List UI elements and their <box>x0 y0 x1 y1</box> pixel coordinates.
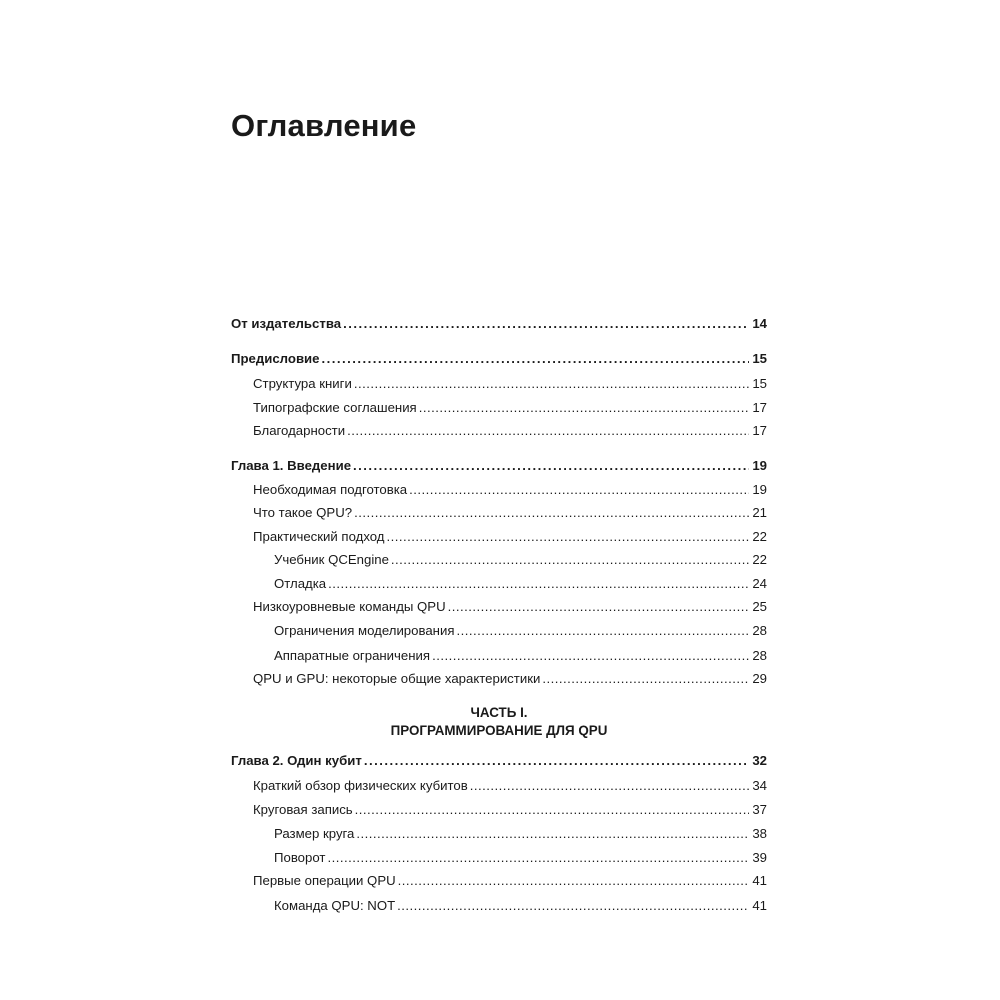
toc-entry-page: 17 <box>752 423 767 438</box>
toc-entry-page: 22 <box>752 529 767 544</box>
toc-entry-page: 37 <box>752 802 767 817</box>
dot-leader <box>409 480 749 500</box>
toc-entry-qcengine-primer[interactable] <box>274 550 767 570</box>
dot-leader <box>391 550 749 570</box>
page-title: Оглавление <box>231 108 417 143</box>
toc-entry-label: Аппаратные ограничения <box>274 648 431 663</box>
toc-entry-page: 15 <box>752 376 767 391</box>
dot-leader <box>387 527 750 547</box>
toc-entry-chapter-1[interactable] <box>231 456 767 476</box>
dot-leader <box>347 421 749 441</box>
toc-entry-typographic-conventions[interactable] <box>253 398 767 418</box>
dot-leader <box>456 621 749 641</box>
toc-entry-page: 22 <box>752 552 767 567</box>
dot-leader <box>328 574 749 594</box>
dot-leader <box>448 597 750 617</box>
toc-entry-page: 39 <box>752 850 767 865</box>
toc-entry-label: Первые операции QPU <box>253 873 396 888</box>
toc-entry-acknowledgements[interactable] <box>253 421 767 441</box>
toc-entry-label: Поворот <box>274 850 326 865</box>
dot-leader <box>327 848 749 868</box>
dot-leader <box>432 646 749 666</box>
toc-entry-page: 34 <box>752 778 767 793</box>
toc-entry-prerequisites[interactable] <box>253 480 767 500</box>
toc-entry-label: Глава 2. Один кубит <box>231 753 362 768</box>
toc-entry-page: 19 <box>752 482 767 497</box>
toc-entry-physical-qubits[interactable] <box>253 776 767 796</box>
toc-entry-page: 15 <box>752 351 767 366</box>
toc-entry-preface[interactable] <box>231 349 767 369</box>
toc-entry-hands-on-approach[interactable] <box>253 527 767 547</box>
dot-leader <box>343 314 749 334</box>
toc-entry-label: Структура книги <box>253 376 352 391</box>
toc-entry-simulator-limitations[interactable] <box>274 621 767 641</box>
toc-entry-label: Ограничения моделирования <box>274 623 455 638</box>
dot-leader <box>542 669 749 689</box>
toc-entry-page: 38 <box>752 826 767 841</box>
dot-leader <box>355 800 750 820</box>
dot-leader <box>354 503 749 523</box>
toc-entry-page: 28 <box>752 648 767 663</box>
toc-entry-label: Благодарности <box>253 423 346 438</box>
toc-entry-book-structure[interactable] <box>253 374 767 394</box>
toc-entry-page: 19 <box>752 458 767 473</box>
toc-entry-label: Предисловие <box>231 351 320 366</box>
dot-leader <box>397 896 749 916</box>
toc-entry-native-qpu-instructions[interactable] <box>253 597 767 617</box>
toc-entry-label: От издательства <box>231 316 342 331</box>
toc-entry-label: Типографские соглашения <box>253 400 417 415</box>
toc-entry-label: Краткий обзор физических кубитов <box>253 778 468 793</box>
toc-entry-chapter-2[interactable] <box>231 751 767 771</box>
toc-entry-label: Размер круга <box>274 826 355 841</box>
toc-entry-page: 41 <box>752 898 767 913</box>
toc-entry-page: 17 <box>752 400 767 415</box>
toc-entry-hardware-limitations[interactable] <box>274 646 767 666</box>
toc-entry-page: 29 <box>752 671 767 686</box>
dot-leader <box>354 374 750 394</box>
toc-entry-label: Практический подход <box>253 529 385 544</box>
toc-entry-label: Низкоуровневые команды QPU <box>253 599 446 614</box>
toc-entry-qpu-vs-gpu[interactable] <box>253 669 767 689</box>
toc-entry-circle-notation[interactable] <box>253 800 767 820</box>
toc-entry-from-publisher[interactable] <box>231 314 767 334</box>
dot-leader <box>419 398 750 418</box>
dot-leader <box>364 751 750 771</box>
toc-entry-debugging[interactable] <box>274 574 767 594</box>
toc-entry-label: QPU и GPU: некоторые общие характеристики <box>253 671 541 686</box>
toc-entry-label: Что такое QPU? <box>253 505 353 520</box>
dot-leader <box>398 871 750 891</box>
toc-entry-page: 21 <box>752 505 767 520</box>
toc-entry-page: 14 <box>752 316 767 331</box>
toc-entry-qpu-not[interactable] <box>274 896 767 916</box>
dot-leader <box>470 776 750 796</box>
toc-entry-what-is-qpu[interactable] <box>253 503 767 523</box>
toc-entry-page: 41 <box>752 873 767 888</box>
part-heading-title: ПРОГРАММИРОВАНИЕ ДЛЯ QPU <box>390 723 608 738</box>
toc-entry-page: 25 <box>752 599 767 614</box>
part-heading-number: ЧАСТЬ I. <box>470 705 528 720</box>
toc-entry-label: Команда QPU: NOT <box>274 898 396 913</box>
toc-entry-label: Круговая запись <box>253 802 353 817</box>
toc-entry-label: Глава 1. Введение <box>231 458 352 473</box>
dot-leader <box>322 349 750 369</box>
toc-entry-first-qpu-operations[interactable] <box>253 871 767 891</box>
toc-entry-page: 32 <box>752 753 767 768</box>
toc-entry-circle-size[interactable] <box>274 824 767 844</box>
toc-entry-label: Учебник QCEngine <box>274 552 389 567</box>
toc-entry-label: Необходимая подготовка <box>253 482 408 497</box>
dot-leader <box>353 456 749 476</box>
toc-entry-rotation[interactable] <box>274 848 767 868</box>
toc-entry-label: Отладка <box>274 576 327 591</box>
toc-entry-page: 28 <box>752 623 767 638</box>
toc-entry-page: 24 <box>752 576 767 591</box>
dot-leader <box>356 824 749 844</box>
